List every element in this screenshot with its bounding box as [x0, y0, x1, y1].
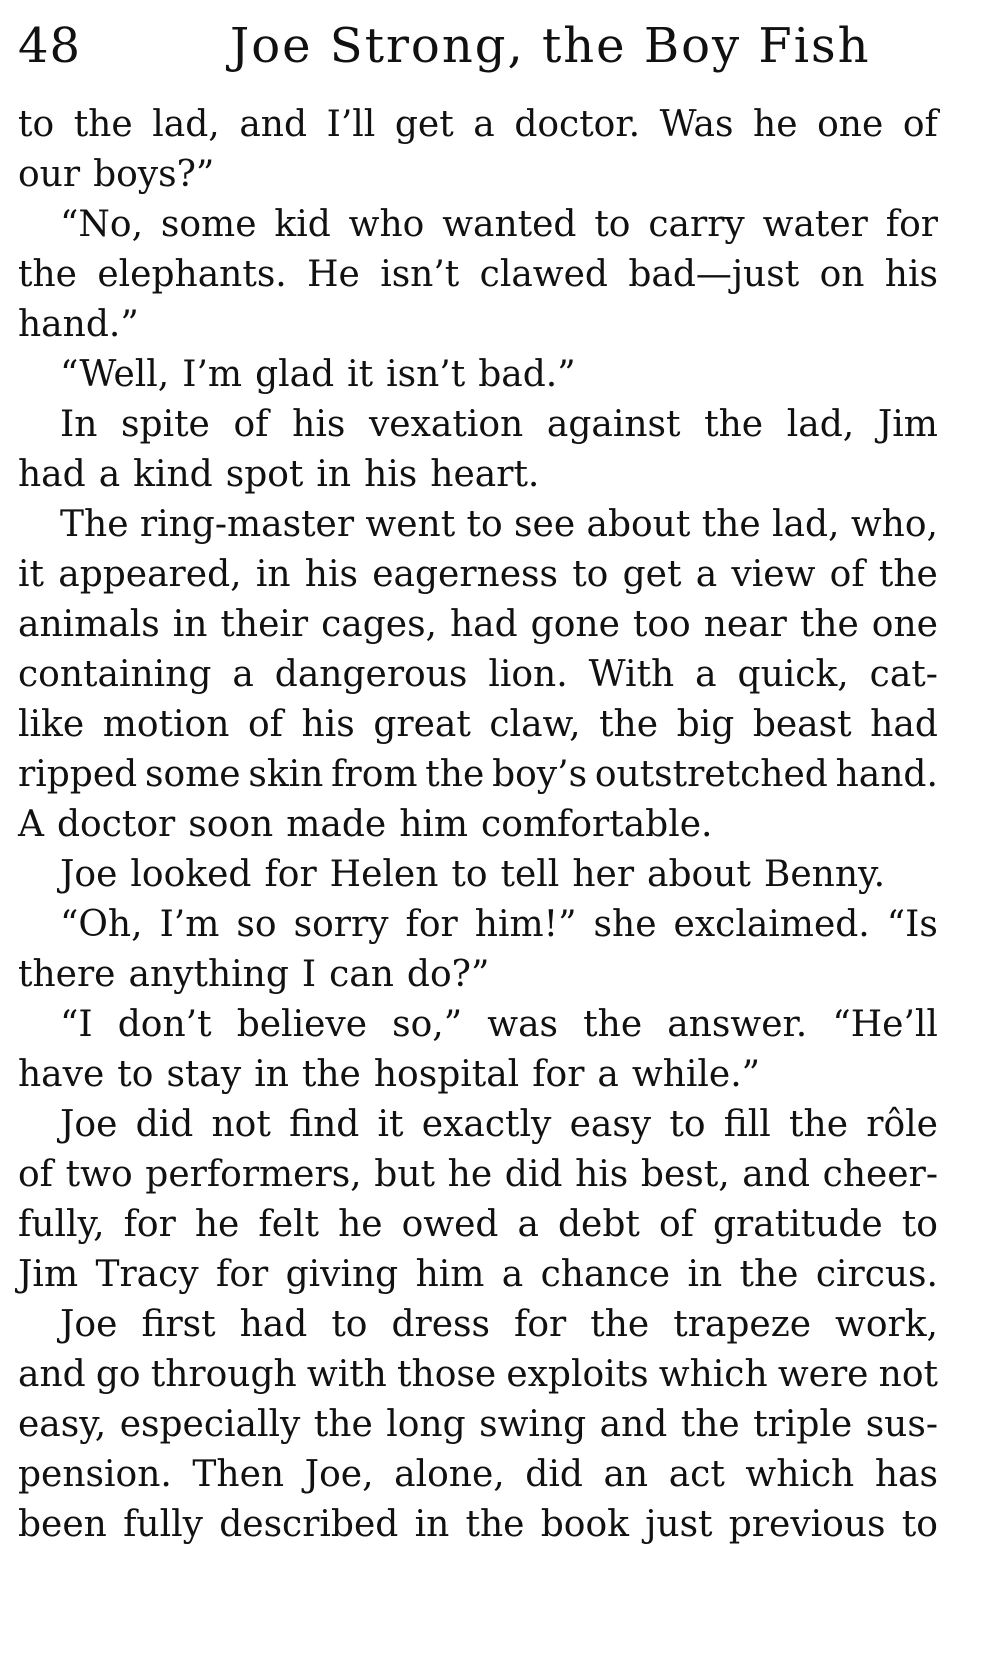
text-word: a [232, 654, 254, 695]
text-word: Joe [60, 1304, 118, 1345]
text-word: there [18, 954, 116, 995]
text-word: heart. [430, 454, 540, 495]
text-word: to [451, 854, 488, 895]
text-word: of [18, 1154, 53, 1195]
text-word: hospital [373, 1054, 520, 1095]
text-word: best, [640, 1154, 730, 1195]
text-line [18, 150, 938, 200]
text-word: which [745, 1454, 855, 1495]
text-word: clawed [479, 254, 608, 295]
text-line [18, 350, 938, 400]
text-word: which [658, 1354, 768, 1395]
text-word: circus. [815, 1254, 938, 1295]
text-word: the [704, 404, 764, 445]
text-line [18, 400, 938, 450]
text-line [18, 1400, 938, 1450]
text-word: cat- [869, 654, 938, 695]
text-word: against [546, 404, 681, 445]
text-word: alone, [394, 1454, 505, 1495]
text-word: chance [540, 1254, 671, 1295]
text-word: lion. [488, 654, 568, 695]
text-word: “He’ll [832, 1004, 938, 1045]
text-word: bad.” [478, 354, 576, 395]
text-line [18, 750, 938, 800]
text-word: of [233, 404, 269, 445]
text-word: so [236, 904, 277, 945]
text-word: for [216, 1254, 269, 1295]
text-word: just [645, 1504, 713, 1545]
text-word: spot [225, 454, 304, 495]
text-line [18, 1200, 938, 1250]
text-word: “Is [886, 904, 938, 945]
text-word: was [487, 1004, 559, 1045]
text-word: to [572, 554, 609, 595]
text-word: of [902, 104, 938, 145]
text-word: for [123, 1204, 176, 1245]
text-word: in [172, 604, 208, 645]
text-word: a [98, 454, 121, 495]
text-word: previous [728, 1504, 886, 1545]
text-word: sus- [865, 1404, 938, 1445]
text-word: have [18, 1054, 105, 1095]
text-line [18, 450, 938, 500]
text-word: a [597, 1054, 619, 1095]
text-word: dress [391, 1304, 491, 1345]
text-word: ripped [18, 754, 138, 795]
text-word: had [449, 604, 518, 645]
text-word: the [583, 1004, 643, 1045]
text-line [18, 550, 938, 600]
text-word: appeared, [58, 554, 242, 595]
text-word: book [540, 1504, 629, 1545]
text-word: for [514, 1304, 567, 1345]
text-word: not [211, 1104, 271, 1145]
text-word: and [18, 1354, 86, 1395]
text-word: the [789, 1104, 849, 1145]
text-word: cheer- [822, 1154, 938, 1195]
text-line [18, 1450, 938, 1500]
text-word: for [885, 204, 938, 245]
text-word: he [194, 1204, 240, 1245]
text-word: boys?” [93, 154, 215, 195]
text-word: for [264, 854, 317, 895]
text-word: ring-master [139, 504, 355, 545]
text-word: went [365, 504, 456, 545]
text-word: lad, [772, 504, 840, 545]
text-word: through [150, 1354, 297, 1395]
text-word: don’t [117, 1004, 212, 1045]
text-line [18, 500, 938, 550]
text-word: in [316, 454, 352, 495]
text-word: the [313, 1404, 373, 1445]
text-word: answer. [667, 1004, 808, 1045]
text-word: easy [569, 1104, 652, 1145]
text-word: of [247, 704, 283, 745]
text-word: gone [530, 604, 620, 645]
text-word: were [777, 1354, 869, 1395]
text-word: an [603, 1454, 649, 1495]
text-word: two [65, 1154, 133, 1195]
text-word: to [117, 1054, 154, 1095]
text-word: those [397, 1354, 497, 1395]
text-word: see [514, 504, 576, 545]
text-word: first [141, 1304, 216, 1345]
text-line [18, 1150, 938, 1200]
text-word: the [878, 554, 938, 595]
text-word: had [870, 704, 938, 745]
text-word: with [306, 1354, 387, 1395]
text-word: the [301, 1054, 361, 1095]
text-word: trapeze [673, 1304, 812, 1345]
text-word: doctor [57, 804, 176, 845]
text-word: lad, [152, 104, 220, 145]
text-line [18, 1350, 938, 1400]
text-word: he [753, 104, 798, 145]
text-word: the [599, 704, 659, 745]
text-word: Tracy [95, 1254, 199, 1295]
text-line [18, 850, 938, 900]
text-word: big [676, 704, 735, 745]
text-word: I’ll [326, 104, 376, 145]
text-word: the [799, 604, 859, 645]
text-word: bad—just [628, 254, 800, 295]
text-word: giving [285, 1254, 399, 1295]
text-word: fully, [18, 1204, 105, 1245]
text-word: spite [121, 404, 210, 445]
text-word: Joe, [304, 1454, 374, 1495]
text-line [18, 300, 938, 350]
text-word: anything [128, 954, 289, 995]
text-word: I’m [159, 904, 220, 945]
text-word: to [594, 204, 631, 245]
text-word: the [425, 754, 485, 795]
text-word: “No, [60, 204, 144, 245]
text-word: glad [255, 354, 335, 395]
text-word: “I [60, 1004, 93, 1045]
text-word: him!” [474, 904, 577, 945]
text-word: pension. [18, 1454, 172, 1495]
text-word: looked [130, 854, 252, 895]
text-word: did [525, 1454, 583, 1495]
text-word: can [329, 954, 394, 995]
text-word: find [289, 1104, 360, 1145]
text-word: did [135, 1104, 194, 1145]
text-word: great [373, 704, 471, 745]
text-word: been [18, 1504, 107, 1545]
text-word: from [331, 754, 418, 795]
text-word: for [532, 1054, 585, 1095]
text-word: rôle [866, 1104, 938, 1145]
text-word: of [658, 1204, 694, 1245]
text-word: his [884, 254, 938, 295]
text-word: Helen [329, 854, 439, 895]
text-word: kid [274, 204, 331, 245]
text-word: exactly [421, 1104, 552, 1145]
text-word: the [701, 504, 761, 545]
text-word: to [18, 104, 55, 145]
text-word: Then [192, 1454, 285, 1495]
text-word: performers, [145, 1154, 362, 1195]
text-word: doctor. [514, 104, 641, 145]
text-word: his [364, 454, 418, 495]
text-word: Jim [18, 1254, 79, 1295]
text-word: hand. [835, 754, 938, 795]
text-word: animals [18, 604, 160, 645]
text-word: wanted [442, 204, 577, 245]
text-word: some [144, 754, 241, 795]
page-number: 48 [18, 18, 82, 74]
text-word: The [60, 504, 129, 545]
text-word: our [18, 154, 81, 195]
text-line [18, 250, 938, 300]
running-title: Joe Strong, the Boy Fish [230, 18, 871, 74]
text-word: it [18, 554, 44, 595]
text-word: in [414, 1504, 450, 1545]
text-word: A [18, 804, 44, 845]
text-word: “Oh, [60, 904, 143, 945]
text-word: like [18, 704, 85, 745]
text-word: on [819, 254, 865, 295]
text-word: while.” [631, 1054, 761, 1095]
text-word: near [703, 604, 787, 645]
text-word: to [669, 1104, 706, 1145]
text-word: lad, [786, 404, 855, 445]
text-word: With [588, 654, 675, 695]
text-word: one [871, 604, 938, 645]
text-word: did [504, 1154, 563, 1195]
text-word: and [742, 1154, 810, 1195]
text-word: his [575, 1154, 629, 1195]
text-word: his [301, 704, 355, 745]
text-word: quick, [737, 654, 849, 695]
text-word: the [465, 1504, 525, 1545]
text-word: in [255, 554, 291, 595]
text-word: swing [479, 1404, 587, 1445]
text-word: it [377, 1104, 404, 1145]
text-word: her [572, 854, 635, 895]
text-word: do?” [406, 954, 490, 995]
text-word: gratitude [712, 1204, 883, 1245]
text-word: a [501, 1254, 524, 1295]
text-word: I [301, 954, 317, 995]
text-word: but [374, 1154, 435, 1195]
text-word: especially [119, 1404, 301, 1445]
text-word: Benny. [763, 854, 886, 895]
text-word: get [394, 104, 454, 145]
text-word: to [331, 1304, 368, 1345]
text-word: to [901, 1204, 938, 1245]
text-word: triple [753, 1404, 853, 1445]
text-word: elephants. [97, 254, 287, 295]
text-word: so,” [392, 1004, 463, 1045]
text-word: some [160, 204, 257, 245]
text-word: in [254, 1054, 289, 1095]
text-word: boy’s [492, 754, 588, 795]
text-word: described [219, 1504, 399, 1545]
text-line [18, 600, 938, 650]
text-word: go [95, 1354, 141, 1395]
text-word: one [817, 104, 884, 145]
text-word: felt [258, 1204, 320, 1245]
text-word: In [60, 404, 98, 445]
text-word: the [739, 1254, 799, 1295]
text-word: he [447, 1154, 493, 1195]
text-word: for [405, 904, 458, 945]
text-word: him [399, 804, 469, 845]
text-word: to [466, 504, 503, 545]
text-word: had [18, 454, 86, 495]
text-word: “Well, [60, 354, 170, 395]
text-word: eagerness [372, 554, 558, 595]
text-word: his [304, 554, 358, 595]
text-word: to [901, 1504, 938, 1545]
text-word: of [829, 554, 865, 595]
text-word: get [622, 554, 682, 595]
text-word: debt [558, 1204, 640, 1245]
text-line [18, 200, 938, 250]
text-word: who, [850, 504, 938, 545]
text-word: his [292, 404, 346, 445]
text-word: vexation [368, 404, 524, 445]
text-word: hand.” [18, 304, 139, 345]
text-word: act [668, 1454, 725, 1495]
text-word: has [874, 1454, 938, 1495]
text-word: claw, [489, 704, 581, 745]
text-word: kind [133, 454, 213, 495]
text-word: isn’t [386, 354, 466, 395]
text-word: she [593, 904, 657, 945]
text-word: isn’t [380, 254, 460, 295]
text-word: a [473, 104, 495, 145]
text-word: outstretched [594, 754, 828, 795]
text-word: who [348, 204, 425, 245]
text-word: containing [18, 654, 212, 695]
text-word: and [599, 1404, 668, 1445]
text-line [18, 1050, 938, 1100]
text-word: Jim [877, 404, 938, 445]
text-word: exploits [506, 1354, 649, 1395]
text-word: a [695, 654, 717, 695]
text-word: long [386, 1404, 466, 1445]
text-word: owed [401, 1204, 499, 1245]
text-word: in [687, 1254, 723, 1295]
text-word: motion [102, 704, 230, 745]
text-word: the [18, 254, 77, 295]
text-word: view [731, 554, 816, 595]
text-word: believe [236, 1004, 368, 1045]
text-word: sorry [293, 904, 389, 945]
text-word: a [695, 554, 718, 595]
text-line [18, 650, 938, 700]
text-word: had [239, 1304, 308, 1345]
text-word: cages, [321, 604, 437, 645]
text-line [18, 1300, 938, 1350]
text-word: the [73, 104, 133, 145]
text-word: Joe [60, 1104, 118, 1145]
text-word: too [632, 604, 691, 645]
text-word: beast [752, 704, 852, 745]
text-line [18, 100, 938, 150]
text-line [18, 1500, 938, 1550]
text-word: easy, [18, 1404, 107, 1445]
text-word: dangerous [274, 654, 468, 695]
text-word: and [239, 104, 308, 145]
running-header [18, 14, 978, 86]
text-word: the [680, 1404, 740, 1445]
text-word: not [878, 1354, 938, 1395]
text-word: him [415, 1254, 485, 1295]
text-line [18, 1100, 938, 1150]
text-word: He [307, 254, 360, 295]
text-word: comfortable. [481, 804, 713, 845]
text-word: Was [659, 104, 734, 145]
text-line [18, 1250, 938, 1300]
text-word: water [762, 204, 868, 245]
text-word: fully [123, 1504, 203, 1545]
text-word: a [517, 1204, 539, 1245]
text-word: made [286, 804, 387, 845]
text-word: tell [500, 854, 560, 895]
text-word: he [338, 1204, 383, 1245]
text-word: about [586, 504, 691, 545]
text-word: it [347, 354, 374, 395]
text-line [18, 1000, 938, 1050]
text-line [18, 800, 938, 850]
text-word: their [220, 604, 309, 645]
text-line [18, 900, 938, 950]
text-word: work, [835, 1304, 938, 1345]
text-line [18, 950, 938, 1000]
text-line [18, 700, 938, 750]
text-word: Joe [60, 854, 118, 895]
text-word: exclaimed. [673, 904, 870, 945]
text-word: fill [723, 1104, 771, 1145]
text-word: I’m [182, 354, 243, 395]
text-word: carry [648, 204, 745, 245]
text-word: skin [248, 754, 324, 795]
text-word: soon [188, 804, 274, 845]
text-word: stay [166, 1054, 242, 1095]
text-word: about [647, 854, 751, 895]
text-word: the [590, 1304, 650, 1345]
